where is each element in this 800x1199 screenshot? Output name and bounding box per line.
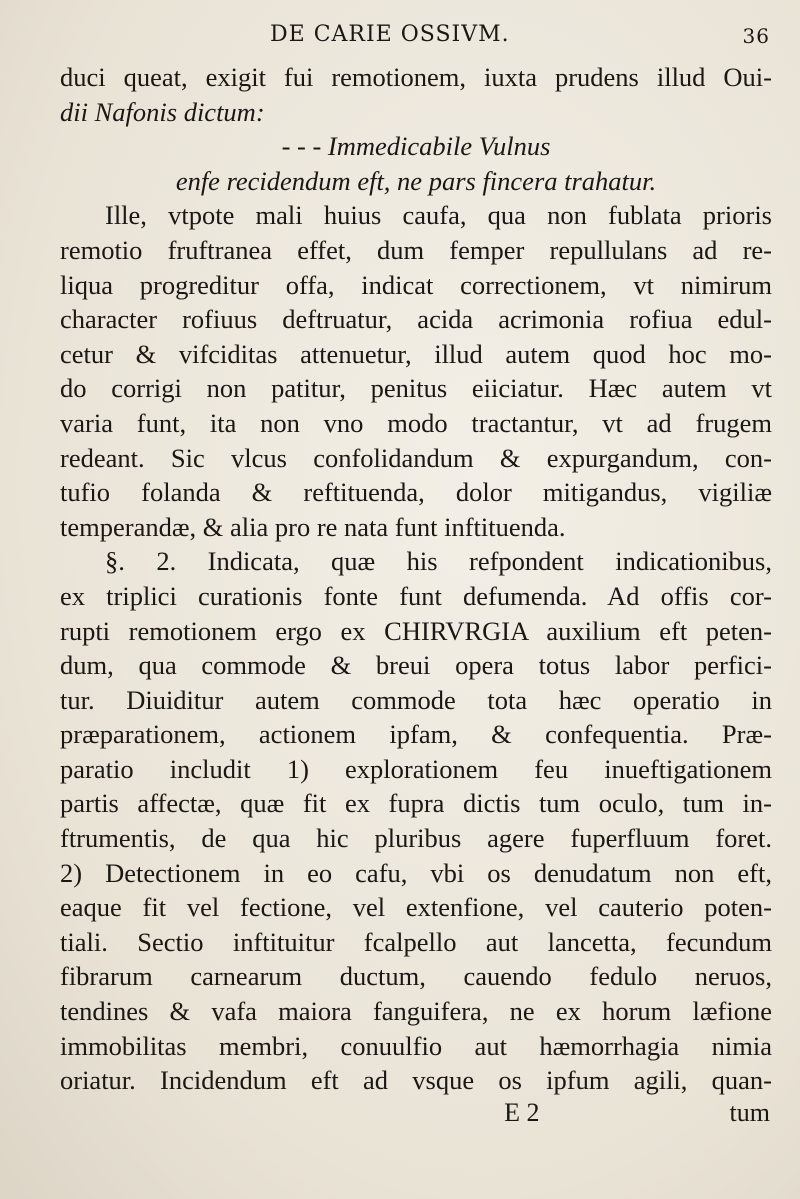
text-line: character rofiuus deftruatur, acida acrimonia rofiua edul- (60, 304, 772, 335)
section-line: §. 2. Indicata, quæ his refpondent indicationibus, (105, 546, 772, 577)
text-line: tur. Diuiditur autem commode tota hæc operatio in (60, 684, 772, 715)
text-line: tufio folanda & reftituenda, dolor mitigandus, vigiliæ (60, 477, 772, 508)
text-line: varia funt, ita non vno modo tractantur, vt ad frugem (60, 407, 772, 438)
text-line: 2) Detectionem in eo cafu, vbi os denudatum non eft, (60, 857, 772, 888)
text-line: eaque fit vel fectione, vel extenfione, vel cauterio poten- (60, 892, 772, 923)
verse-line: enfe recidendum eft, ne pars fincera trahatur. (175, 165, 657, 196)
text-line: tiali. Sectio inftituitur fcalpello aut lancetta, fecundum (60, 926, 772, 957)
text-line: immobilitas membri, conuulfio aut hæmorrhagia nimia (60, 1030, 772, 1061)
text-line: dii Nafonis dictum: (60, 96, 265, 127)
text-line: rupti remotionem ergo ex CHIRVRGIA auxilium eft peten- (60, 615, 772, 646)
text-line: do corrigi non patitur, penitus eiiciatur. Hæc autem vt (60, 373, 772, 404)
text-line: temperandæ, & alia pro re nata funt inftituenda. (60, 511, 566, 542)
text-line: remotio fruftranea effet, dum femper repullulans ad re- (60, 234, 772, 265)
text-line: liqua progreditur offa, indicat correctionem, vt nimirum (60, 269, 772, 300)
text-line: partis affectæ, quæ fit ex fupra dictis tum oculo, tum in- (60, 788, 772, 819)
text-line: cetur & vifciditas attenuetur, illud autem quod hoc mo- (60, 338, 772, 369)
verse-line: - - - Immedicabile Vulnus (281, 131, 551, 162)
text-line: redeant. Sic vlcus confolidandum & expurgandum, con- (60, 442, 772, 473)
running-title: DE CARIE OSSIVM. (270, 22, 510, 47)
text-line: Ille, vtpote mali huius caufa, qua non fublata prioris (105, 200, 772, 231)
text-line: paratio includit 1) explorationem feu inueftigationem (60, 753, 772, 784)
running-header (60, 22, 772, 54)
text-line: tendines & vafa maiora fanguifera, ne ex horum læfione (60, 996, 772, 1027)
body-text (60, 60, 772, 1098)
page-footer (60, 1098, 772, 1132)
text-line: duci queat, exigit fui remotionem, iuxta prudens illud Oui- (60, 62, 772, 92)
catchword: tum (729, 1097, 770, 1127)
text-line: præparationem, actionem ipfam, & confequentia. Præ- (60, 719, 772, 750)
text-line: oriatur. Incidendum eft ad vsque os ipfum agili, quan- (60, 1065, 772, 1096)
signature-mark: E 2 (504, 1097, 540, 1127)
text-line: fibrarum carnearum ductum, cauendo fedulo neruos, (60, 961, 772, 992)
text-line: ex triplici curationis fonte funt defumenda. Ad offis cor- (60, 580, 772, 611)
text-line: ftrumentis, de qua hic pluribus agere fuperfluum foret. (60, 823, 772, 854)
text-line: dum, qua commode & breui opera totus labor perfici- (60, 650, 772, 681)
page-number: 36 (742, 24, 770, 48)
